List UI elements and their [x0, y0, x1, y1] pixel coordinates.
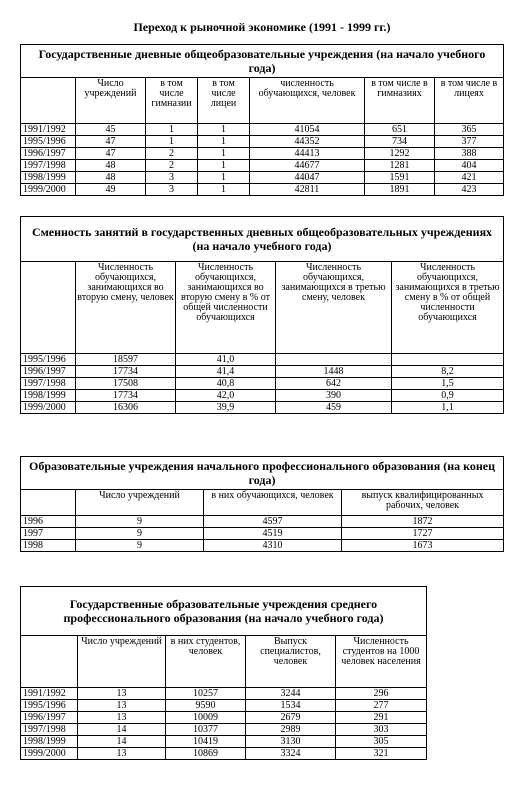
table-cell: 9: [76, 528, 204, 540]
column-header: Выпуск специалистов, человек: [246, 636, 336, 688]
table-cell: 18597: [76, 354, 176, 366]
table-row: [21, 366, 504, 378]
table-cell: 47: [76, 148, 146, 160]
table-cell: 1,5: [392, 378, 504, 390]
table-cell: 321: [336, 748, 427, 760]
row-label: 1999/2000: [21, 402, 76, 414]
row-label: 1995/1996: [21, 700, 78, 712]
column-header: Численность обучающихся, занимающихся во вторую смену, человек: [76, 262, 176, 354]
table-cell: 1: [198, 148, 250, 160]
table-row: [21, 148, 504, 160]
table-cell: 9: [76, 540, 204, 552]
table-cell: 3324: [246, 748, 336, 760]
schools-table: [20, 44, 504, 196]
table-row: [21, 736, 427, 748]
column-header: Численность студентов на 1000 человек населения: [336, 636, 427, 688]
table-cell: 2: [146, 148, 198, 160]
table-cell: 17508: [76, 378, 176, 390]
table-cell: [392, 354, 504, 366]
table-cell: 47: [76, 136, 146, 148]
page-title: Переход к рыночной экономике (1991 - 1999 гг.): [133, 20, 391, 34]
table-cell: 45: [76, 124, 146, 136]
table-cell: 17734: [76, 366, 176, 378]
table-cell: 3: [146, 184, 198, 196]
shifts-table-body: [21, 354, 504, 414]
table-row: [21, 516, 504, 528]
table-cell: 1: [198, 172, 250, 184]
table-cell: 10419: [166, 736, 246, 748]
table-cell: 1: [146, 136, 198, 148]
column-header: в них обучающихся, человек: [204, 490, 342, 516]
table-cell: 1891: [365, 184, 435, 196]
column-header: Число учреждений: [76, 78, 146, 124]
secondary-prof-table-body: [21, 688, 427, 760]
table-cell: 3130: [246, 736, 336, 748]
table-cell: 9: [76, 516, 204, 528]
table-cell: 42,0: [176, 390, 276, 402]
table-cell: 1591: [365, 172, 435, 184]
row-label: 1998/1999: [21, 172, 76, 184]
table-row: [21, 172, 504, 184]
table-cell: 296: [336, 688, 427, 700]
vocational-table-body: [21, 516, 504, 552]
table-row: [21, 378, 504, 390]
table-row: [21, 748, 427, 760]
table-cell: 1673: [342, 540, 504, 552]
column-header: в том числе гимназии: [146, 78, 198, 124]
table-row: [21, 402, 504, 414]
vocational-table-title: Образовательные учреждения начального профессионального образования (на конец года): [21, 457, 504, 490]
row-label: 1999/2000: [21, 184, 76, 196]
table-cell: 1,1: [392, 402, 504, 414]
row-label: 1996/1997: [21, 712, 78, 724]
table-cell: 1: [198, 184, 250, 196]
table-cell: 9590: [166, 700, 246, 712]
shifts-table-title: Сменность занятий в государственных дневных общеобразовательных учреждениях (на начало учебного года): [21, 217, 504, 262]
table-cell: 305: [336, 736, 427, 748]
table-cell: 423: [435, 184, 504, 196]
column-header: Численность обучающихся, занимающихся во вторую смену в % от общей численности обучающихся: [176, 262, 276, 354]
table-cell: 16306: [76, 402, 176, 414]
corner-cell: [21, 636, 78, 688]
column-header: в них студентов, человек: [166, 636, 246, 688]
table-row: [21, 124, 504, 136]
table-cell: 734: [365, 136, 435, 148]
table-cell: 14: [78, 724, 166, 736]
table-cell: 10257: [166, 688, 246, 700]
table-cell: 1727: [342, 528, 504, 540]
row-label: 1996: [21, 516, 76, 528]
column-header: в том числе в гимназиях: [365, 78, 435, 124]
row-label: 1998/1999: [21, 390, 76, 402]
schools-table-body: [21, 124, 504, 196]
column-header: выпуск квалифицированных рабочих, человек: [342, 490, 504, 516]
row-label: 1997/1998: [21, 378, 76, 390]
table-cell: 49: [76, 184, 146, 196]
table-cell: 404: [435, 160, 504, 172]
table-cell: 4310: [204, 540, 342, 552]
corner-cell: [21, 78, 76, 124]
table-cell: 44352: [250, 136, 365, 148]
table-cell: 642: [276, 378, 392, 390]
table-cell: 1: [146, 124, 198, 136]
table-cell: 42811: [250, 184, 365, 196]
corner-cell: [21, 490, 76, 516]
table-row: [21, 700, 427, 712]
column-header: Число учреждений: [76, 490, 204, 516]
table-cell: 459: [276, 402, 392, 414]
column-header: численность обучающихся, человек: [250, 78, 365, 124]
table-row: [21, 160, 504, 172]
table-cell: 44047: [250, 172, 365, 184]
table-cell: 10869: [166, 748, 246, 760]
table-row: [21, 184, 504, 196]
table-cell: 1281: [365, 160, 435, 172]
row-label: 1998/1999: [21, 736, 78, 748]
table-cell: 3244: [246, 688, 336, 700]
table-cell: 0,9: [392, 390, 504, 402]
table-cell: 377: [435, 136, 504, 148]
table-cell: 291: [336, 712, 427, 724]
table-cell: 41,4: [176, 366, 276, 378]
table-row: [21, 712, 427, 724]
table-cell: 39,9: [176, 402, 276, 414]
table-cell: 2989: [246, 724, 336, 736]
table-cell: 40,8: [176, 378, 276, 390]
table-row: [21, 688, 427, 700]
secondary-prof-table: [20, 586, 427, 760]
shifts-table: [20, 216, 504, 414]
table-cell: 13: [78, 700, 166, 712]
table-cell: 277: [336, 700, 427, 712]
row-label: 1999/2000: [21, 748, 78, 760]
secondary-prof-table-title: Государственные образовательные учреждения среднего профессионального образования (на начало учебного года): [21, 587, 427, 636]
row-label: 1997/1998: [21, 724, 78, 736]
table-row: [21, 540, 504, 552]
table-row: [21, 528, 504, 540]
column-header: Численность обучающихся, занимающихся в третью смену в % от общей численности обучающихся: [392, 262, 504, 354]
row-label: 1997: [21, 528, 76, 540]
table-row: [21, 136, 504, 148]
table-cell: 13: [78, 688, 166, 700]
table-cell: 365: [435, 124, 504, 136]
row-label: 1995/1996: [21, 354, 76, 366]
table-cell: 1534: [246, 700, 336, 712]
table-cell: 1: [198, 124, 250, 136]
row-label: 1996/1997: [21, 366, 76, 378]
table-cell: 303: [336, 724, 427, 736]
table-cell: 2: [146, 160, 198, 172]
table-cell: 2679: [246, 712, 336, 724]
table-cell: 390: [276, 390, 392, 402]
row-label: 1991/1992: [21, 688, 78, 700]
row-label: 1995/1996: [21, 136, 76, 148]
table-cell: 41054: [250, 124, 365, 136]
table-cell: 3: [146, 172, 198, 184]
table-cell: [276, 354, 392, 366]
table-cell: 44677: [250, 160, 365, 172]
row-label: 1996/1997: [21, 148, 76, 160]
table-cell: 10009: [166, 712, 246, 724]
corner-cell: [21, 262, 76, 354]
table-cell: 17734: [76, 390, 176, 402]
table-cell: 1: [198, 136, 250, 148]
vocational-table: [20, 456, 504, 552]
table-cell: 41,0: [176, 354, 276, 366]
table-cell: 8,2: [392, 366, 504, 378]
column-header: Число учреждений: [78, 636, 166, 688]
row-label: 1991/1992: [21, 124, 76, 136]
table-cell: 1: [198, 160, 250, 172]
table-cell: 48: [76, 172, 146, 184]
table-cell: 1872: [342, 516, 504, 528]
table-cell: 421: [435, 172, 504, 184]
row-label: 1997/1998: [21, 160, 76, 172]
table-cell: 4519: [204, 528, 342, 540]
table-cell: 13: [78, 748, 166, 760]
column-header: в том числе в лицеях: [435, 78, 504, 124]
table-row: [21, 390, 504, 402]
table-cell: 388: [435, 148, 504, 160]
row-label: 1998: [21, 540, 76, 552]
table-cell: 651: [365, 124, 435, 136]
table-cell: 4597: [204, 516, 342, 528]
table-row: [21, 724, 427, 736]
column-header: в том числе лицеи: [198, 78, 250, 124]
table-cell: 48: [76, 160, 146, 172]
table-cell: 1292: [365, 148, 435, 160]
table-cell: 44413: [250, 148, 365, 160]
table-cell: 10377: [166, 724, 246, 736]
table-cell: 14: [78, 736, 166, 748]
table-row: [21, 354, 504, 366]
table-cell: 1448: [276, 366, 392, 378]
column-header: Численность обучающихся, занимающихся в третью смену, человек: [276, 262, 392, 354]
schools-table-title: Государственные дневные общеобразовательные учреждения (на начало учебного года): [21, 45, 504, 78]
table-cell: 13: [78, 712, 166, 724]
